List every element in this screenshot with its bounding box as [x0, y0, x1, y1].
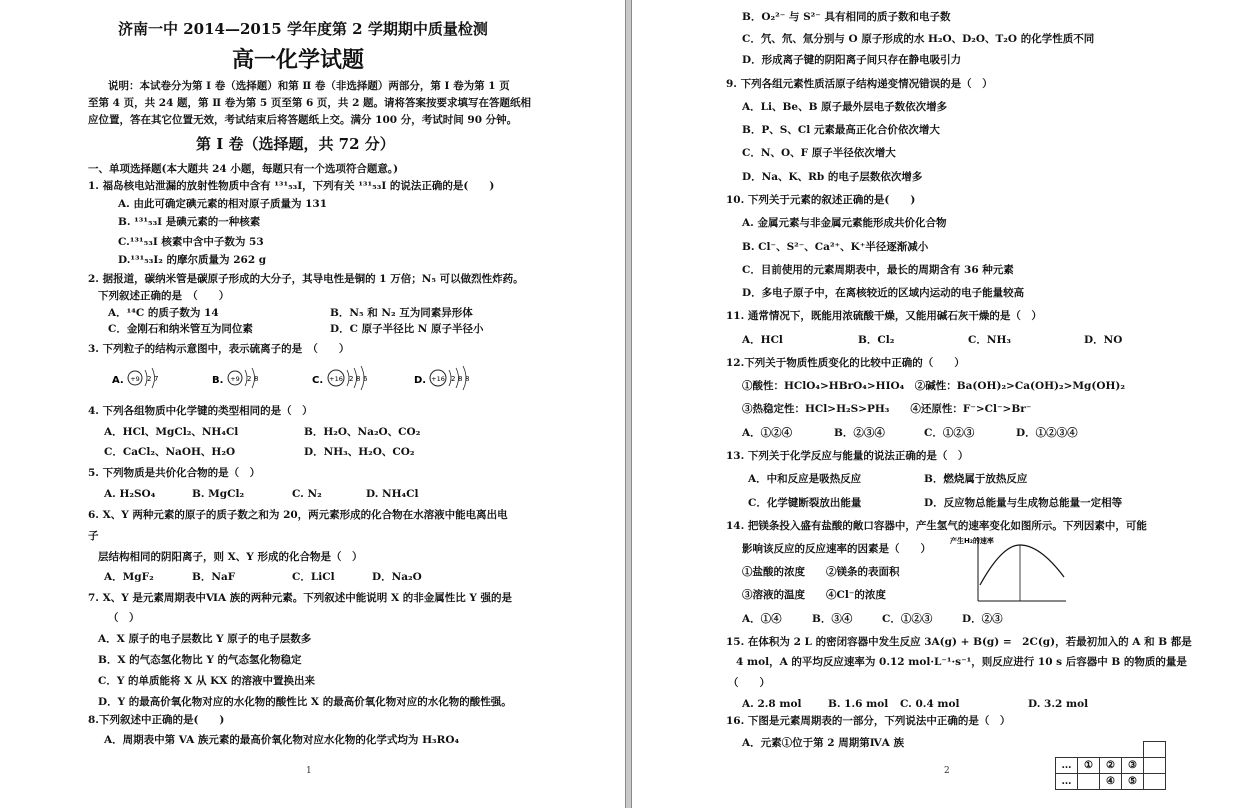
p1-line: D．C 原子半径比 N 原子半径小: [330, 323, 484, 335]
p1-line: 1. 福岛核电站泄漏的放射性物质中含有 ¹³¹₅₃I，下列有关 ¹³¹₅₃I 的说法正确的是( ): [88, 180, 495, 192]
svg-text:8: 8: [458, 375, 463, 383]
p2-line: D．形成离子键的阴阳离子间只存在静电吸引力: [742, 54, 962, 66]
svg-text:C.: C.: [312, 375, 324, 386]
p1-line: A．X 原子的电子层数比 Y 原子的电子层数多: [98, 633, 312, 645]
svg-text:8: 8: [356, 375, 361, 383]
p2-line: B．③④: [812, 613, 853, 625]
p1-line: A．¹⁴C 的质子数为 14: [108, 307, 219, 319]
subject-title: 高一化学试题: [232, 47, 365, 73]
p1-line: D. NH₄Cl: [366, 488, 419, 500]
p2-line: 10. 下列关于元素的叙述正确的是( ): [726, 194, 916, 206]
table-cell: ②: [1100, 758, 1122, 774]
p2-line: A．Li、Be、B 原子最外层电子数依次增多: [742, 101, 948, 113]
page-gutter: [625, 0, 632, 808]
p2-line: D．Na、K、Rb 的电子层数依次增多: [742, 171, 923, 183]
p2-line: C．目前使用的元素周期表中，最长的周期含有 36 种元素: [742, 264, 1014, 276]
p2-line: D．反应物总能量与生成物总能量一定相等: [924, 497, 1123, 509]
p1-line: 子: [88, 530, 99, 542]
p2-line: C．N、O、F 原子半径依次增大: [742, 147, 896, 159]
svg-text:+16: +16: [329, 375, 343, 383]
p2-line: 14. 把镁条投入盛有盐酸的敞口容器中，产生氢气的速率变化如图所示。下列因素中，可能: [726, 520, 1147, 532]
p2-line: 影响该反应的反应速率的因素是（ ）: [742, 543, 931, 555]
p1-line: B．N₅ 和 N₂ 互为同素异形体: [330, 307, 473, 319]
p2-line: 4 mol，A 的平均反应速率为 0.12 mol·L⁻¹·s⁻¹，则反应进行 10 s 后容器中 B 的物质的量是: [736, 656, 1187, 668]
p2-line: ③热稳定性：HCl>H₂S>PH₃ ④还原性：F⁻>Cl⁻>Br⁻: [742, 403, 1032, 415]
p2-line: A．元素①位于第 2 周期第ⅣA 族: [742, 737, 904, 749]
p2-line: D．NO: [1084, 334, 1123, 346]
p2-line: C．①②③: [924, 427, 975, 439]
p1-line: C．CaCl₂、NaOH、H₂O: [104, 446, 236, 458]
p2-line: ①酸性：HClO₄>HBrO₄>HIO₄ ②碱性：Ba(OH)₂>Ca(OH)₂>Mg(OH)₂: [742, 380, 1125, 392]
p2-line: B．P、S、Cl 元素最高正化合价依次增大: [742, 124, 940, 136]
rate-graph: [950, 533, 1070, 615]
svg-text:6: 6: [363, 375, 368, 383]
p1-line: 8.下列叙述中正确的是( ): [88, 714, 225, 726]
table-cell: ③: [1122, 758, 1144, 774]
p2-line: D. 3.2 mol: [1028, 698, 1089, 710]
p2-line: 16. 下图是元素周期表的一部分，下列说法中正确的是（ ）: [726, 715, 1011, 727]
p2-line: 12.下列关于物质性质变化的比较中正确的（ ）: [726, 357, 965, 369]
svg-text:8: 8: [465, 375, 470, 383]
p2-line: B．Cl₂: [858, 334, 895, 346]
exam-page-2: [632, 0, 1260, 808]
p2-line: 13. 下列关于化学反应与能量的说法正确的是（ ）: [726, 450, 969, 462]
p1-line: 下列叙述正确的是 （ ）: [98, 290, 230, 302]
p2-line: B. Cl⁻、S²⁻、Ca²⁺、K⁺半径逐渐减小: [742, 241, 929, 253]
svg-text:+9: +9: [130, 375, 140, 383]
p2-line: B．②③④: [834, 427, 885, 439]
svg-text:2: 2: [247, 375, 252, 383]
atom-diagram-d: [414, 362, 494, 398]
section-title: 第 Ⅰ 卷（选择题，共 72 分）: [196, 135, 395, 153]
page-number: 2: [944, 766, 950, 776]
page-number: 1: [306, 766, 312, 776]
p1-line: A．周期表中第 VA 族元素的最高价氧化物对应水化物的化学式均为 H₃RO₄: [104, 734, 460, 746]
svg-text:D.: D.: [414, 375, 427, 386]
p2-line: C. 0.4 mol: [900, 698, 960, 710]
p2-line: C．NH₃: [968, 334, 1011, 346]
svg-text:产生H₂的速率: 产生H₂的速率: [950, 537, 994, 545]
p2-line: A．①②④: [742, 427, 793, 439]
p1-line: B．NaF: [192, 571, 236, 583]
svg-text:A.: A.: [112, 375, 124, 386]
p2-line: A. 2.8 mol: [742, 698, 802, 710]
intro-line-3: 应位置，答在其它位置无效，考试结束后将答题纸上交。满分 100 分，考试时间 90 分钟。: [88, 114, 518, 126]
p1-line: D.¹³¹₅₃I₂ 的摩尔质量为 262 g: [118, 254, 267, 266]
p1-line: 3. 下列粒子的结构示意图中，表示硫离子的是 （ ）: [88, 343, 350, 355]
intro-line-2: 至第 4 页，共 24 题，第 Ⅱ 卷为第 5 页至第 6 页，共 2 题。请将答案按要求填写在答题纸相: [88, 97, 532, 109]
p1-line: B．H₂O、Na₂O、CO₂: [304, 426, 421, 438]
exam-page-1: [0, 0, 625, 808]
p2-line: 9. 下列各组元素性质活原子结构递变情况错误的是（ ）: [726, 78, 993, 90]
p1-line: 6. X、Y 两种元素的原子的质子数之和为 20，两元素形成的化合物在水溶液中能电离出电: [88, 509, 508, 521]
table-cell: …: [1056, 758, 1078, 774]
table-cell: [1078, 774, 1100, 790]
p2-line: B．燃烧属于放热反应: [924, 473, 1028, 485]
p2-line: A．中和反应是吸热反应: [748, 473, 862, 485]
p1-line: D．Y 的最高价氧化物对应的水化物的酸性比 X 的最高价氧化物对应的水化物的酸性强。: [98, 696, 512, 708]
svg-text:2: 2: [451, 375, 456, 383]
p2-line: ③溶液的温度 ④Cl⁻的浓度: [742, 589, 886, 601]
p1-line: 7. X、Y 是元素周期表中ⅥA 族的两种元素。下列叙述中能说明 X 的非金属性比 Y 强的是: [88, 592, 513, 604]
p1-line: 4. 下列各组物质中化学键的类型相同的是（ ）: [88, 405, 313, 417]
p1-line: B. ¹³¹₅₃I 是碘元素的一种核素: [118, 216, 261, 228]
svg-text:2: 2: [147, 375, 152, 383]
p2-line: 11. 通常情况下，既能用浓硫酸干燥，又能用碱石灰干燥的是（ ）: [726, 310, 1042, 322]
p2-line: A．①④: [742, 613, 782, 625]
p1-line: A. H₂SO₄: [104, 488, 156, 500]
atom-diagram-a: [112, 362, 182, 398]
p1-line: 2. 据报道，碳纳米管是碳原子形成的大分子，其导电性是铜的 1 万倍；N₅ 可以做烈性炸药。: [88, 273, 524, 285]
atom-diagram-b: [212, 362, 282, 398]
p1-line: （ ）: [108, 612, 140, 624]
p1-line: C．金刚石和纳米管互为同位素: [108, 323, 253, 335]
p1-line: A．MgF₂: [104, 571, 154, 583]
table-cell: ①: [1078, 758, 1100, 774]
svg-text:2: 2: [349, 375, 354, 383]
svg-text:8: 8: [254, 375, 259, 383]
p2-line: C．氕、氘、氚分别与 O 原子形成的水 H₂O、D₂O、T₂O 的化学性质不同: [742, 33, 1095, 45]
p1-line: C.¹³¹₅₃I 核素中含中子数为 53: [118, 236, 264, 248]
p1-line: D．NH₃、H₂O、CO₂: [304, 446, 415, 458]
p1-line: 层结构相同的阴阳离子，则 X、Y 形成的化合物是（ ）: [98, 551, 363, 563]
p1-line: D．Na₂O: [372, 571, 422, 583]
p2-line: B. 1.6 mol: [828, 698, 889, 710]
table-cell: ⑤: [1122, 774, 1144, 790]
p2-line: D．②③: [962, 613, 1003, 625]
p2-line: A. 金属元素与非金属元素能形成共价化合物: [742, 217, 947, 229]
p2-line: D．①②③④: [1016, 427, 1078, 439]
exam-title: 济南一中 2014—2015 学年度第 2 学期期中质量检测: [118, 20, 488, 38]
p1-line: B．X 的气态氢化物比 Y 的气态氢化物稳定: [98, 654, 302, 666]
p2-line: （ ）: [728, 677, 770, 689]
intro-line-1: 说明：本试卷分为第 Ⅰ 卷（选择题）和第 Ⅱ 卷（非选择题）两部分，第 Ⅰ 卷为第 1 页: [108, 80, 510, 92]
p1-line: C．Y 的单质能将 X 从 KX 的溶液中置换出来: [98, 675, 316, 687]
atom-diagram-c: [312, 362, 392, 398]
p2-line: C．化学键断裂放出能量: [748, 497, 862, 509]
p1-line: A. 由此可确定碘元素的相对原子质量为 131: [118, 198, 328, 210]
svg-text:+9: +9: [230, 375, 240, 383]
p1-line: 5. 下列物质是共价化合物的是（ ）: [88, 467, 261, 479]
svg-text:B.: B.: [212, 375, 224, 386]
table-cell: …: [1056, 774, 1078, 790]
p1-line: 一、单项选择题(本大题共 24 小题，每题只有一个选项符合题意。): [88, 163, 399, 175]
p1-line: B. MgCl₂: [192, 488, 245, 500]
periodic-table-fragment: [1034, 741, 1166, 790]
p1-line: A．HCl、MgCl₂、NH₄Cl: [104, 426, 239, 438]
p2-line: C．①②③: [882, 613, 933, 625]
table-cell: ④: [1100, 774, 1122, 790]
p2-line: 15. 在体积为 2 L 的密闭容器中发生反应 3A(g) + B(g) = 2C(g)，若最初加入的 A 和 B 都是: [726, 636, 1192, 648]
svg-text:+16: +16: [431, 375, 445, 383]
p1-line: C. N₂: [292, 488, 322, 500]
p2-line: A．HCl: [742, 334, 783, 346]
p2-line: D．多电子原子中，在离核较近的区域内运动的电子能量较高: [742, 287, 1025, 299]
p2-line: B．O₂²⁻ 与 S²⁻ 具有相同的质子数和电子数: [742, 11, 951, 23]
svg-text:7: 7: [154, 375, 159, 383]
p1-line: C．LiCl: [292, 571, 335, 583]
p2-line: ①盐酸的浓度 ②镁条的表面积: [742, 566, 900, 578]
